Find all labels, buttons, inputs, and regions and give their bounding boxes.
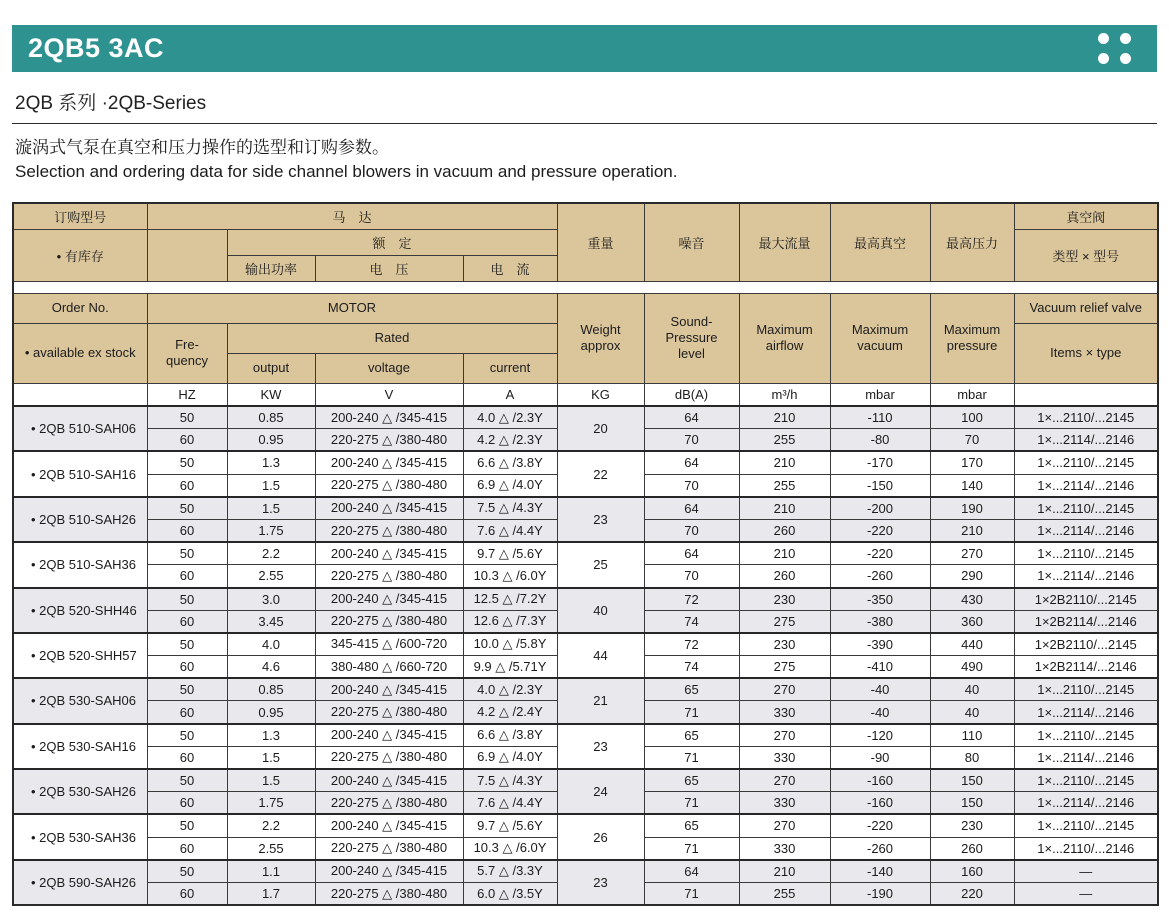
cell-weight: 26 (557, 814, 644, 859)
cell-vacuum: -380 (830, 610, 930, 633)
cell-sound: 71 (644, 792, 739, 815)
header-pressure-cn: 最高压力 (930, 203, 1014, 281)
cell-weight: 40 (557, 588, 644, 633)
cell-output: 3.45 (227, 610, 315, 633)
table-row (13, 724, 1158, 747)
cell-voltage: 200-240 △ /345-415 (315, 588, 463, 611)
cell-airflow: 270 (739, 769, 830, 792)
cell-sound: 64 (644, 497, 739, 520)
cell-order-no: • 2QB 530-SAH26 (13, 769, 147, 814)
cell-order-no: • 2QB 520-SHH57 (13, 633, 147, 678)
cell-frequency: 60 (147, 792, 227, 815)
cell-frequency: 50 (147, 860, 227, 883)
cell-output: 2.55 (227, 565, 315, 588)
cell-sound: 72 (644, 633, 739, 656)
cell-valve: 1×...2110/...2145 (1014, 724, 1158, 747)
dot-icon (1098, 53, 1109, 64)
cell-current: 6.6 △ /3.8Y (463, 451, 557, 474)
cell-current: 4.2 △ /2.4Y (463, 701, 557, 724)
header-vacuum-cn: 最高真空 (830, 203, 930, 281)
cell-valve: 1×2B2110/...2145 (1014, 588, 1158, 611)
unit-weight: KG (557, 383, 644, 406)
cell-airflow: 330 (739, 837, 830, 860)
cell-sound: 71 (644, 746, 739, 769)
header-current-cn: 电 流 (463, 255, 557, 281)
cell-voltage: 200-240 △ /345-415 (315, 542, 463, 565)
cell-sound: 71 (644, 837, 739, 860)
cell-current: 5.7 △ /3.3Y (463, 860, 557, 883)
cell-order-no: • 2QB 530-SAH06 (13, 678, 147, 723)
cell-pressure: 190 (930, 497, 1014, 520)
cell-pressure: 40 (930, 678, 1014, 701)
description-chinese: 漩涡式气泵在真空和压力操作的选型和订购参数。 (15, 138, 389, 157)
cell-output: 0.85 (227, 678, 315, 701)
cell-current: 9.7 △ /5.6Y (463, 814, 557, 837)
cell-valve: — (1014, 882, 1158, 905)
cell-output: 1.5 (227, 746, 315, 769)
cell-voltage: 220-275 △ /380-480 (315, 610, 463, 633)
cell-pressure: 140 (930, 474, 1014, 497)
cell-voltage: 200-240 △ /345-415 (315, 860, 463, 883)
cell-voltage: 220-275 △ /380-480 (315, 474, 463, 497)
cell-vacuum: -260 (830, 565, 930, 588)
cell-weight: 23 (557, 724, 644, 769)
cell-output: 1.75 (227, 519, 315, 542)
header-order-no-cn: 订购型号 (13, 203, 147, 229)
cell-sound: 74 (644, 610, 739, 633)
cell-frequency: 60 (147, 519, 227, 542)
cell-voltage: 380-480 △ /660-720 (315, 656, 463, 679)
cell-order-no: • 2QB 530-SAH36 (13, 814, 147, 859)
cell-weight: 22 (557, 451, 644, 496)
cell-order-no: • 2QB 590-SAH26 (13, 860, 147, 905)
table-row (13, 406, 1158, 429)
cell-output: 1.75 (227, 792, 315, 815)
cell-sound: 71 (644, 701, 739, 724)
cell-vacuum: -150 (830, 474, 930, 497)
cell-valve: — (1014, 860, 1158, 883)
dot-icon (1120, 33, 1131, 44)
cell-airflow: 270 (739, 678, 830, 701)
cell-pressure: 220 (930, 882, 1014, 905)
cell-pressure: 290 (930, 565, 1014, 588)
unit-vacuum: mbar (830, 383, 930, 406)
cell-voltage: 220-275 △ /380-480 (315, 429, 463, 452)
cell-current: 4.0 △ /2.3Y (463, 406, 557, 429)
cell-airflow: 230 (739, 633, 830, 656)
cell-vacuum: -170 (830, 451, 930, 474)
cell-weight: 23 (557, 497, 644, 542)
cell-frequency: 60 (147, 837, 227, 860)
cell-output: 2.55 (227, 837, 315, 860)
cell-output: 1.5 (227, 769, 315, 792)
cell-valve: 1×...2114/...2146 (1014, 429, 1158, 452)
cell-voltage: 200-240 △ /345-415 (315, 814, 463, 837)
unit-frequency: HZ (147, 383, 227, 406)
cell-airflow: 260 (739, 565, 830, 588)
table-row (13, 588, 1158, 611)
cell-weight: 23 (557, 860, 644, 905)
cell-order-no: • 2QB 510-SAH16 (13, 451, 147, 496)
cell-frequency: 60 (147, 474, 227, 497)
cell-airflow: 275 (739, 656, 830, 679)
cell-order-no: • 2QB 510-SAH26 (13, 497, 147, 542)
header-voltage-en: voltage (315, 353, 463, 383)
cell-pressure: 150 (930, 769, 1014, 792)
cell-output: 1.3 (227, 451, 315, 474)
unit-voltage: V (315, 383, 463, 406)
cell-output: 1.3 (227, 724, 315, 747)
header-current-en: current (463, 353, 557, 383)
dots-grid-icon (1098, 33, 1131, 64)
cell-pressure: 360 (930, 610, 1014, 633)
unit-airflow: m³/h (739, 383, 830, 406)
cell-output: 4.6 (227, 656, 315, 679)
cell-current: 9.9 △ /5.71Y (463, 656, 557, 679)
cell-vacuum: -80 (830, 429, 930, 452)
cell-pressure: 40 (930, 701, 1014, 724)
cell-vacuum: -40 (830, 678, 930, 701)
cell-sound: 64 (644, 406, 739, 429)
cell-frequency: 50 (147, 588, 227, 611)
cell-airflow: 330 (739, 701, 830, 724)
cell-valve: 1×...2110/...2145 (1014, 769, 1158, 792)
cell-frequency: 50 (147, 542, 227, 565)
cell-vacuum: -200 (830, 497, 930, 520)
dot-icon (1120, 53, 1131, 64)
series-heading: 2QB 系列 ·2QB-Series (12, 88, 1157, 124)
table-row (13, 542, 1158, 565)
cell-vacuum: -110 (830, 406, 930, 429)
cell-frequency: 60 (147, 701, 227, 724)
cell-valve: 1×...2114/...2146 (1014, 474, 1158, 497)
cell-current: 10.3 △ /6.0Y (463, 837, 557, 860)
header-output-cn: 输出功率 (227, 255, 315, 281)
cell-frequency: 50 (147, 769, 227, 792)
cell-pressure: 210 (930, 519, 1014, 542)
cell-frequency: 60 (147, 882, 227, 905)
cell-valve: 1×...2110/...2146 (1014, 837, 1158, 860)
cell-output: 1.5 (227, 474, 315, 497)
cell-voltage: 200-240 △ /345-415 (315, 497, 463, 520)
cell-vacuum: -160 (830, 769, 930, 792)
header-motor-cn: 马 达 (147, 203, 557, 229)
cell-frequency: 60 (147, 656, 227, 679)
cell-frequency: 50 (147, 814, 227, 837)
cell-voltage: 220-275 △ /380-480 (315, 746, 463, 769)
header-rated-cn: 额 定 (227, 229, 557, 255)
unit-output: KW (227, 383, 315, 406)
cell-valve: 1×2B2114/...2146 (1014, 610, 1158, 633)
cell-airflow: 330 (739, 792, 830, 815)
cell-voltage: 220-275 △ /380-480 (315, 701, 463, 724)
cell-current: 6.6 △ /3.8Y (463, 724, 557, 747)
cell-voltage: 220-275 △ /380-480 (315, 837, 463, 860)
cell-frequency: 50 (147, 678, 227, 701)
cell-pressure: 490 (930, 656, 1014, 679)
cell-weight: 44 (557, 633, 644, 678)
cell-vacuum: -40 (830, 701, 930, 724)
cell-valve: 1×...2110/...2145 (1014, 451, 1158, 474)
cell-frequency: 50 (147, 633, 227, 656)
cell-airflow: 210 (739, 451, 830, 474)
cell-sound: 70 (644, 474, 739, 497)
cell-current: 7.5 △ /4.3Y (463, 769, 557, 792)
cell-sound: 65 (644, 678, 739, 701)
cell-current: 6.0 △ /3.5Y (463, 882, 557, 905)
header-valve-type-en: Items × type (1014, 323, 1158, 383)
cell-vacuum: -220 (830, 542, 930, 565)
cell-output: 1.7 (227, 882, 315, 905)
header-frequency-cn-blank (147, 229, 227, 281)
cell-order-no: • 2QB 510-SAH36 (13, 542, 147, 587)
unit-valve (1014, 383, 1158, 406)
cell-pressure: 230 (930, 814, 1014, 837)
cell-valve: 1×...2110/...2145 (1014, 814, 1158, 837)
cell-vacuum: -390 (830, 633, 930, 656)
cell-current: 6.9 △ /4.0Y (463, 746, 557, 769)
cell-voltage: 345-415 △ /600-720 (315, 633, 463, 656)
cell-valve: 1×...2110/...2145 (1014, 406, 1158, 429)
header-voltage-cn: 电 压 (315, 255, 463, 281)
cell-frequency: 50 (147, 451, 227, 474)
cell-current: 4.0 △ /2.3Y (463, 678, 557, 701)
cell-valve: 1×...2114/...2146 (1014, 701, 1158, 724)
cell-current: 4.2 △ /2.3Y (463, 429, 557, 452)
cell-vacuum: -190 (830, 882, 930, 905)
header-sound-en: Sound-Pressure level (644, 293, 739, 383)
table-row (13, 860, 1158, 883)
cell-valve: 1×2B2110/...2145 (1014, 633, 1158, 656)
cell-weight: 20 (557, 406, 644, 451)
cell-airflow: 210 (739, 497, 830, 520)
cell-airflow: 330 (739, 746, 830, 769)
cell-vacuum: -120 (830, 724, 930, 747)
cell-output: 3.0 (227, 588, 315, 611)
cell-pressure: 100 (930, 406, 1014, 429)
header-airflow-en: Maximum airflow (739, 293, 830, 383)
header-noise-cn: 噪音 (644, 203, 739, 281)
cell-weight: 25 (557, 542, 644, 587)
cell-pressure: 270 (930, 542, 1014, 565)
cell-vacuum: -160 (830, 792, 930, 815)
cell-output: 0.85 (227, 406, 315, 429)
cell-valve: 1×...2110/...2145 (1014, 497, 1158, 520)
cell-current: 12.6 △ /7.3Y (463, 610, 557, 633)
cell-airflow: 255 (739, 429, 830, 452)
spec-table (12, 202, 1159, 906)
cell-current: 10.3 △ /6.0Y (463, 565, 557, 588)
cell-voltage: 200-240 △ /345-415 (315, 406, 463, 429)
cell-valve: 1×...2114/...2146 (1014, 565, 1158, 588)
table-row (13, 633, 1158, 656)
header-stock-en: • available ex stock (13, 323, 147, 383)
cell-sound: 70 (644, 429, 739, 452)
cell-sound: 64 (644, 860, 739, 883)
cell-vacuum: -140 (830, 860, 930, 883)
cell-sound: 72 (644, 588, 739, 611)
unit-order-no (13, 383, 147, 406)
cell-sound: 64 (644, 451, 739, 474)
cell-frequency: 50 (147, 724, 227, 747)
unit-pressure: mbar (930, 383, 1014, 406)
header-valve-cn: 真空阀 (1014, 203, 1158, 229)
cell-sound: 70 (644, 565, 739, 588)
cell-airflow: 230 (739, 588, 830, 611)
header-stock-cn: • 有库存 (13, 229, 147, 281)
header-rated-en: Rated (227, 323, 557, 353)
cell-current: 7.6 △ /4.4Y (463, 519, 557, 542)
cell-frequency: 60 (147, 565, 227, 588)
cell-order-no: • 2QB 530-SAH16 (13, 724, 147, 769)
cell-airflow: 210 (739, 542, 830, 565)
cell-vacuum: -410 (830, 656, 930, 679)
header-airflow-cn: 最大流量 (739, 203, 830, 281)
header-frequency-en: Fre-quency (147, 323, 227, 383)
cell-frequency: 60 (147, 610, 227, 633)
cell-pressure: 430 (930, 588, 1014, 611)
header-output-en: output (227, 353, 315, 383)
title-bar (12, 25, 1157, 72)
header-separator (13, 281, 1158, 293)
unit-sound: dB(A) (644, 383, 739, 406)
cell-output: 4.0 (227, 633, 315, 656)
cell-vacuum: -90 (830, 746, 930, 769)
cell-airflow: 270 (739, 814, 830, 837)
cell-pressure: 80 (930, 746, 1014, 769)
cell-frequency: 60 (147, 429, 227, 452)
unit-current: A (463, 383, 557, 406)
cell-airflow: 260 (739, 519, 830, 542)
cell-voltage: 200-240 △ /345-415 (315, 678, 463, 701)
cell-sound: 70 (644, 519, 739, 542)
cell-pressure: 160 (930, 860, 1014, 883)
header-valve-en: Vacuum relief valve (1014, 293, 1158, 323)
cell-airflow: 270 (739, 724, 830, 747)
cell-voltage: 200-240 △ /345-415 (315, 451, 463, 474)
units-row (13, 383, 1158, 406)
cell-vacuum: -350 (830, 588, 930, 611)
cell-vacuum: -260 (830, 837, 930, 860)
cell-sound: 74 (644, 656, 739, 679)
cell-sound: 65 (644, 724, 739, 747)
cell-pressure: 170 (930, 451, 1014, 474)
table-row (13, 451, 1158, 474)
cell-pressure: 150 (930, 792, 1014, 815)
cell-current: 7.5 △ /4.3Y (463, 497, 557, 520)
cell-pressure: 260 (930, 837, 1014, 860)
dot-icon (1098, 33, 1109, 44)
cell-output: 2.2 (227, 814, 315, 837)
cell-weight: 21 (557, 678, 644, 723)
header-motor-en: MOTOR (147, 293, 557, 323)
page-title: 2QB5 3AC (28, 33, 165, 63)
header-pressure-en: Maximum pressure (930, 293, 1014, 383)
cell-current: 10.0 △ /5.8Y (463, 633, 557, 656)
cell-pressure: 440 (930, 633, 1014, 656)
cell-airflow: 210 (739, 406, 830, 429)
cell-airflow: 255 (739, 882, 830, 905)
cell-pressure: 70 (930, 429, 1014, 452)
cell-valve: 1×...2114/...2146 (1014, 792, 1158, 815)
cell-frequency: 60 (147, 746, 227, 769)
cell-current: 7.6 △ /4.4Y (463, 792, 557, 815)
cell-order-no: • 2QB 520-SHH46 (13, 588, 147, 633)
cell-pressure: 110 (930, 724, 1014, 747)
cell-frequency: 50 (147, 497, 227, 520)
cell-output: 0.95 (227, 429, 315, 452)
cell-voltage: 220-275 △ /380-480 (315, 565, 463, 588)
cell-airflow: 210 (739, 860, 830, 883)
cell-weight: 24 (557, 769, 644, 814)
cell-output: 1.5 (227, 497, 315, 520)
cell-current: 9.7 △ /5.6Y (463, 542, 557, 565)
table-row (13, 678, 1158, 701)
cell-sound: 64 (644, 542, 739, 565)
cell-valve: 1×...2114/...2146 (1014, 519, 1158, 542)
header-weight-cn: 重量 (557, 203, 644, 281)
cell-vacuum: -220 (830, 519, 930, 542)
cell-sound: 65 (644, 814, 739, 837)
cell-valve: 1×...2110/...2145 (1014, 542, 1158, 565)
cell-current: 12.5 △ /7.2Y (463, 588, 557, 611)
cell-voltage: 200-240 △ /345-415 (315, 769, 463, 792)
table-row (13, 814, 1158, 837)
cell-valve: 1×2B2114/...2146 (1014, 656, 1158, 679)
table-row (13, 769, 1158, 792)
description-english: Selection and ordering data for side channel blowers in vacuum and pressure operation. (15, 162, 678, 181)
cell-order-no: • 2QB 510-SAH06 (13, 406, 147, 451)
cell-current: 6.9 △ /4.0Y (463, 474, 557, 497)
header-weight-en: Weight approx (557, 293, 644, 383)
cell-vacuum: -220 (830, 814, 930, 837)
cell-valve: 1×...2114/...2146 (1014, 746, 1158, 769)
header-valve-type-cn: 类型 × 型号 (1014, 229, 1158, 281)
cell-output: 2.2 (227, 542, 315, 565)
cell-frequency: 50 (147, 406, 227, 429)
cell-voltage: 220-275 △ /380-480 (315, 519, 463, 542)
cell-output: 0.95 (227, 701, 315, 724)
header-order-no-en: Order No. (13, 293, 147, 323)
cell-sound: 65 (644, 769, 739, 792)
cell-sound: 71 (644, 882, 739, 905)
cell-airflow: 275 (739, 610, 830, 633)
cell-airflow: 255 (739, 474, 830, 497)
header-vacuum-en: Maximum vacuum (830, 293, 930, 383)
cell-output: 1.1 (227, 860, 315, 883)
cell-valve: 1×...2110/...2145 (1014, 678, 1158, 701)
cell-voltage: 220-275 △ /380-480 (315, 792, 463, 815)
cell-voltage: 200-240 △ /345-415 (315, 724, 463, 747)
cell-voltage: 220-275 △ /380-480 (315, 882, 463, 905)
table-row (13, 497, 1158, 520)
